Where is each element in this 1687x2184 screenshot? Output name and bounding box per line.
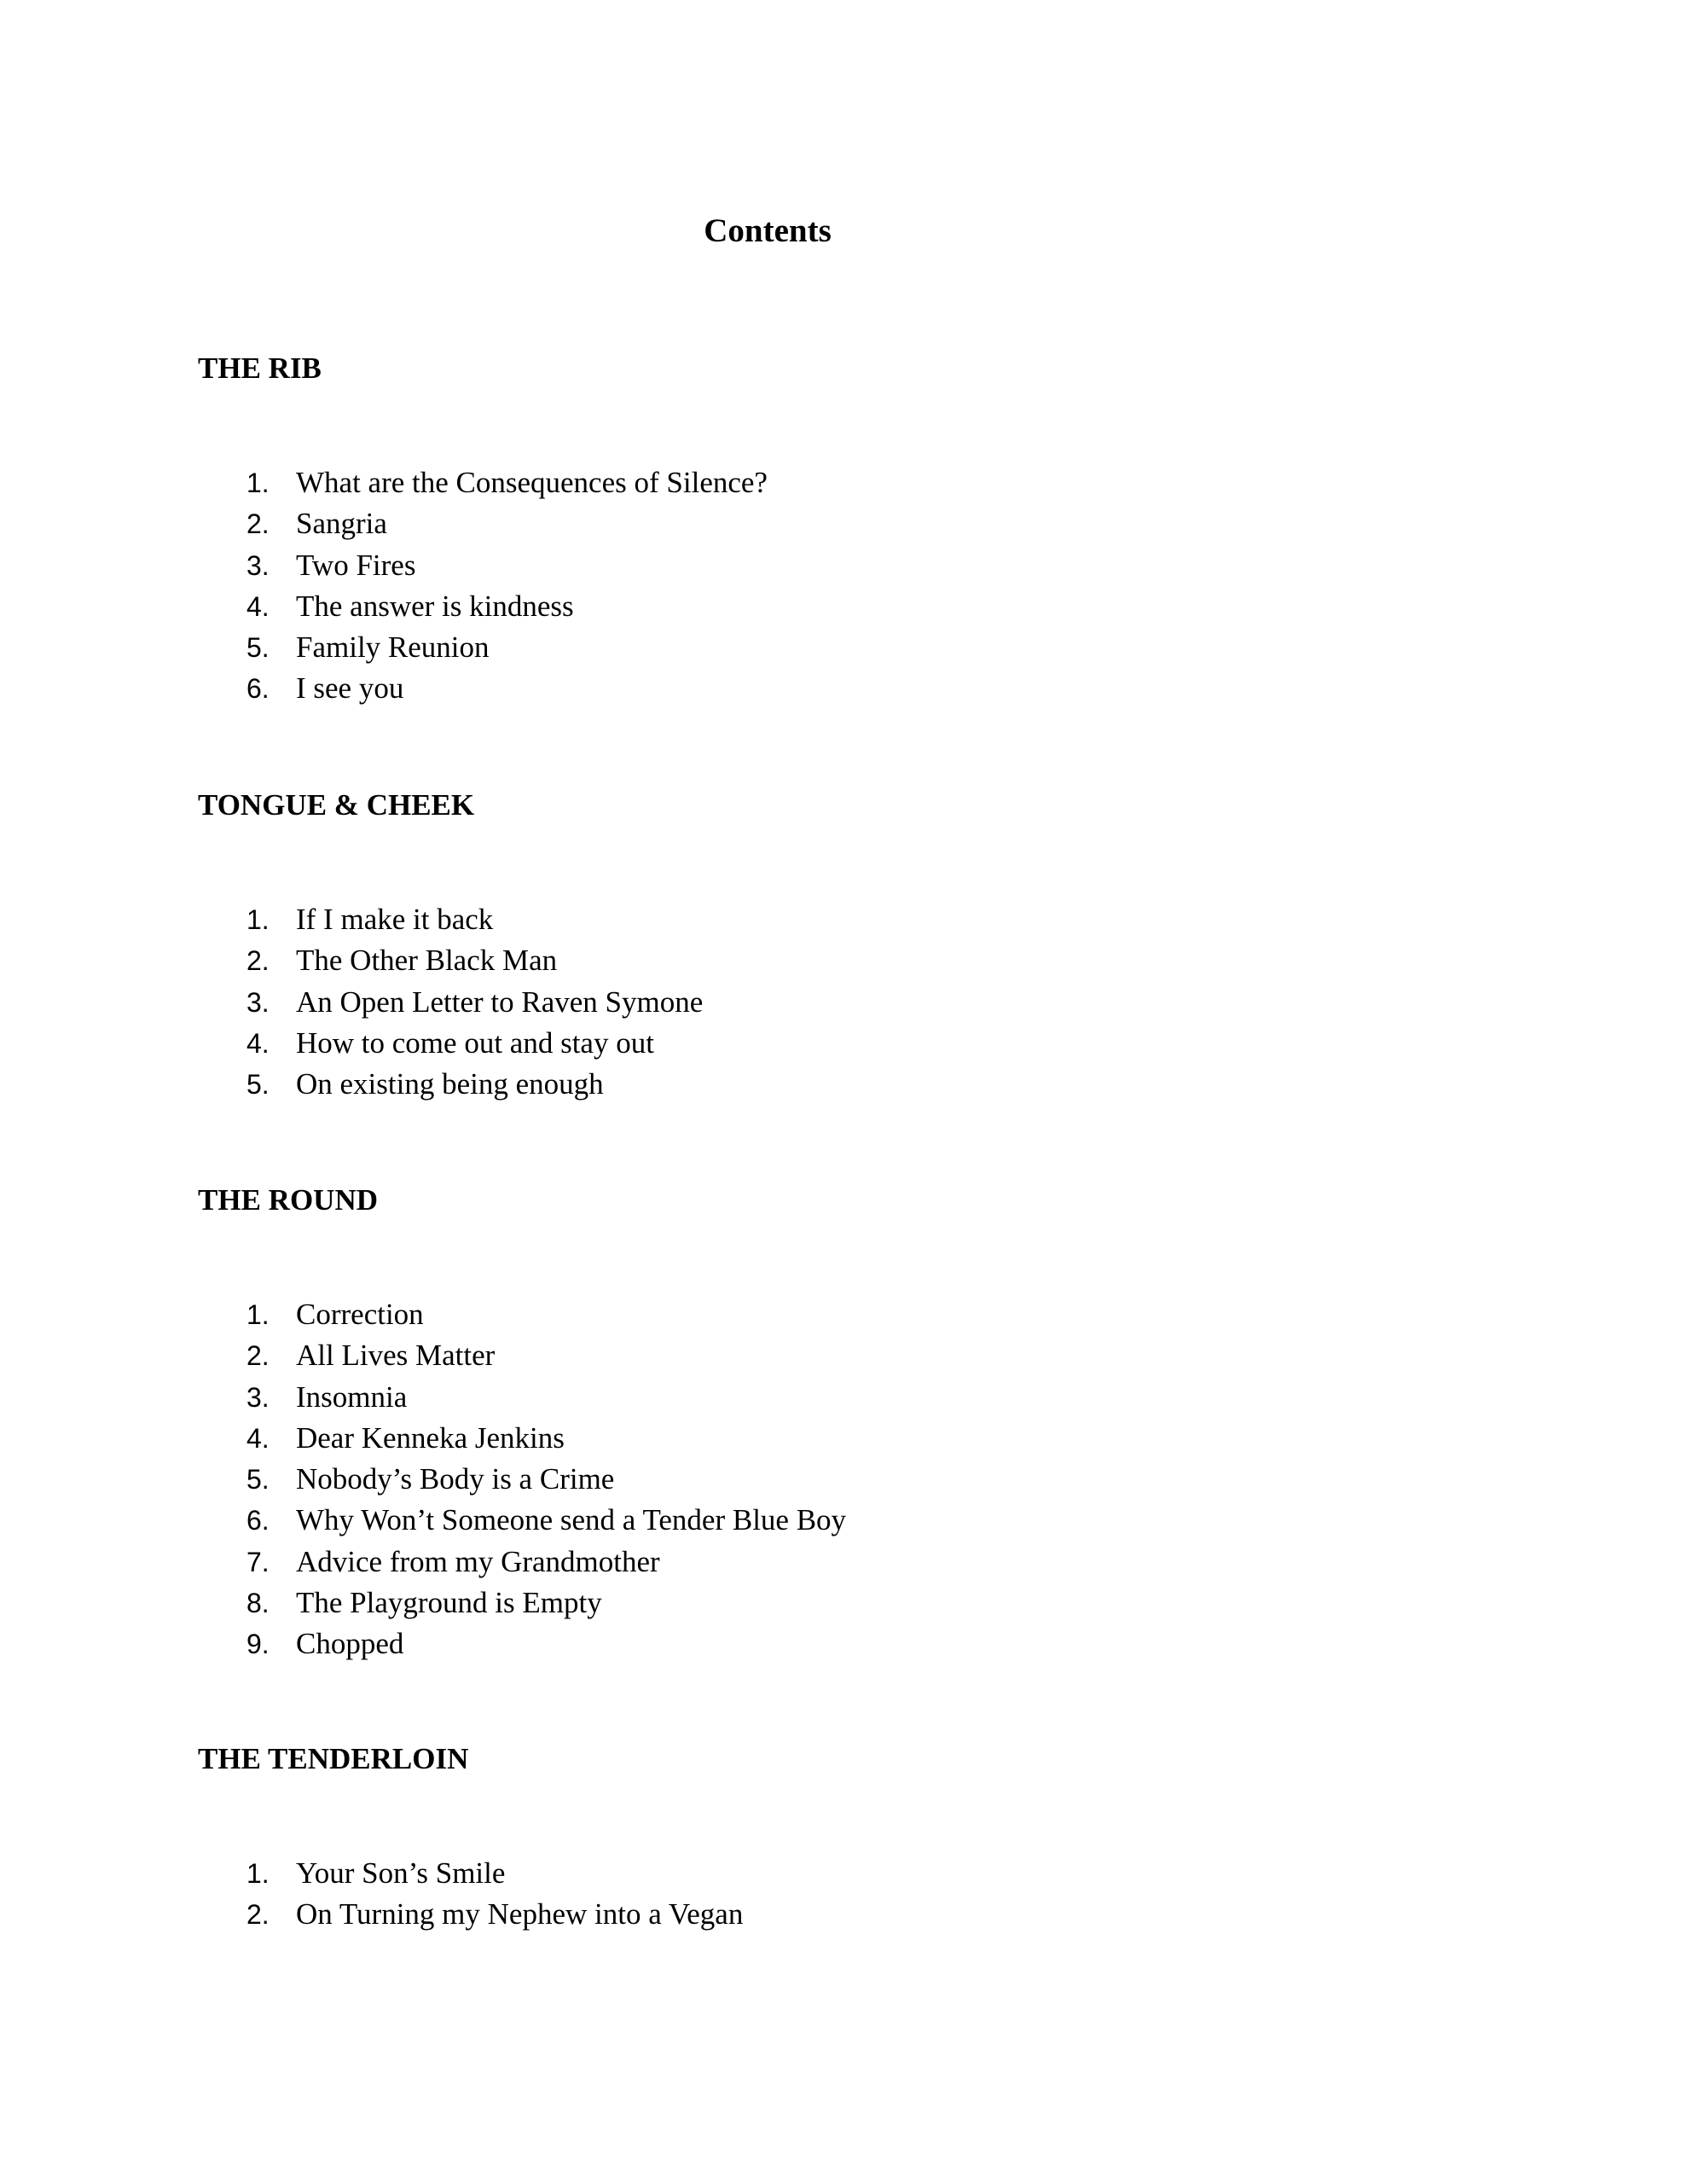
entry-title: An Open Letter to Raven Symone [296, 985, 704, 1019]
list-item [246, 899, 703, 940]
section-heading: THE ROUND [198, 1183, 378, 1217]
list-item [246, 503, 768, 544]
list-item [246, 1583, 846, 1623]
list-item [246, 982, 703, 1023]
entry-number: 4. [246, 590, 270, 622]
entry-number: 2. [246, 945, 270, 977]
entry-number: 2. [246, 1340, 270, 1372]
entry-number: 6. [246, 1505, 270, 1536]
entry-title: On existing being enough [296, 1067, 604, 1101]
entry-title: Chopped [296, 1627, 404, 1661]
entry-title: Correction [296, 1298, 424, 1331]
entry-number: 9. [246, 1629, 270, 1660]
entry-number: 5. [246, 1069, 270, 1101]
entry-list [246, 1294, 846, 1665]
list-item [246, 1853, 743, 1894]
entry-number: 1. [246, 1858, 270, 1889]
entry-title: The answer is kindness [296, 589, 574, 623]
entry-title: What are the Consequences of Silence? [296, 466, 768, 499]
entry-title: I see you [296, 671, 404, 706]
entry-title: The Playground is Empty [296, 1586, 602, 1620]
entry-number: 7. [246, 1546, 270, 1577]
list-item [246, 1623, 846, 1664]
section-the-tenderloin [198, 1740, 1477, 1931]
entry-title: Family Reunion [296, 630, 490, 665]
entry-title: Why Won’t Someone send a Tender Blue Boy [296, 1503, 847, 1537]
list-item [246, 462, 768, 503]
list-item [246, 1377, 846, 1418]
entry-number: 3. [246, 549, 270, 581]
list-item [246, 1500, 846, 1541]
entry-number: 2. [246, 508, 270, 540]
entry-title: Nobody’s Body is a Crime [296, 1462, 615, 1496]
section-heading: TONGUE & CHEEK [198, 788, 475, 822]
entry-title: Insomnia [296, 1380, 408, 1414]
entry-title: Sangria [296, 507, 387, 541]
list-item [246, 668, 768, 709]
entry-number: 6. [246, 673, 270, 705]
entry-list [246, 899, 703, 1105]
list-item [246, 1335, 846, 1376]
entry-title: Advice from my Grandmother [296, 1544, 660, 1578]
section-the-rib [198, 350, 1477, 706]
entry-title: All Lives Matter [296, 1339, 496, 1373]
entry-list [246, 462, 768, 710]
entry-number: 3. [246, 1381, 270, 1413]
entry-title: On Turning my Nephew into a Vegan [296, 1897, 744, 1931]
section-heading: THE RIB [198, 351, 322, 385]
entry-title: Two Fires [296, 548, 416, 582]
entry-number: 4. [246, 1422, 270, 1454]
section-heading: THE TENDERLOIN [198, 1742, 469, 1775]
list-item [246, 1459, 846, 1500]
entry-list [246, 1853, 743, 1936]
list-item [246, 1294, 846, 1335]
entry-title: If I make it back [296, 903, 494, 936]
entry-title: Your Son’s Smile [296, 1856, 506, 1890]
list-item [246, 1894, 743, 1935]
entry-number: 1. [246, 904, 270, 935]
list-item [246, 1023, 703, 1064]
entry-title: The Other Black Man [296, 944, 558, 978]
entry-number: 8. [246, 1588, 270, 1619]
entry-number: 3. [246, 986, 270, 1018]
list-item [246, 1542, 846, 1583]
list-item [246, 1064, 703, 1105]
list-item [246, 940, 703, 981]
entry-number: 2. [246, 1899, 270, 1931]
entry-title: How to come out and stay out [296, 1025, 654, 1060]
entry-number: 1. [246, 468, 270, 498]
section-tongue-and-cheek [198, 787, 1477, 1101]
list-item [246, 586, 768, 627]
entry-title: Dear Kenneka Jenkins [296, 1420, 565, 1455]
list-item [246, 1418, 846, 1459]
entry-number: 5. [246, 1464, 270, 1496]
section-the-round [198, 1182, 1477, 1661]
entry-number: 4. [246, 1027, 270, 1059]
list-item [246, 545, 768, 586]
page-title: Contents [704, 212, 832, 249]
entry-number: 5. [246, 632, 270, 664]
entry-number: 1. [246, 1299, 270, 1330]
list-item [246, 627, 768, 668]
